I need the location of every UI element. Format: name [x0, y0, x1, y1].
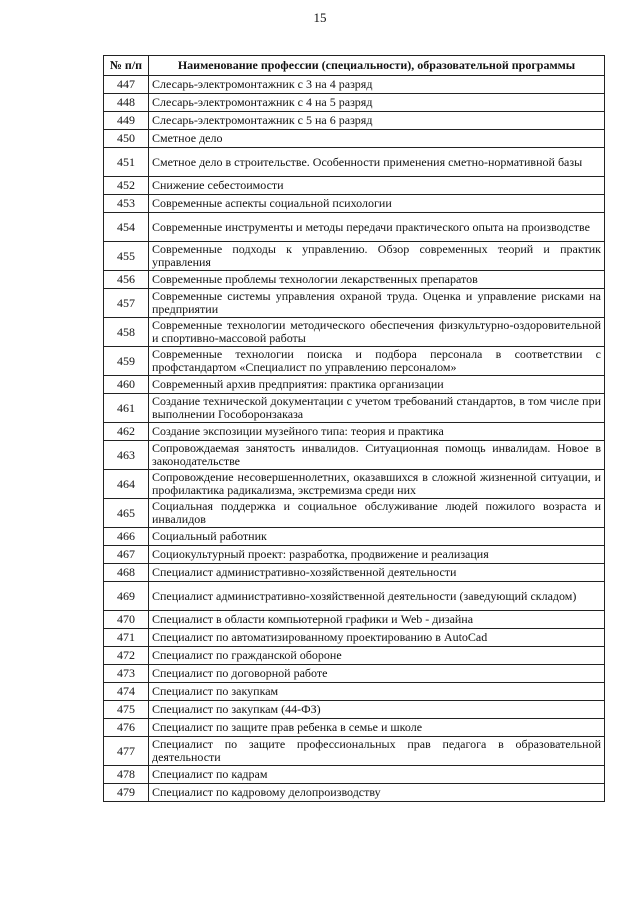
table-row [104, 665, 605, 683]
table-row [104, 784, 605, 802]
row-number: 479 [104, 784, 149, 802]
row-number: 456 [104, 271, 149, 289]
table-row [104, 629, 605, 647]
table-row [104, 683, 605, 701]
row-number: 448 [104, 94, 149, 112]
row-program-name: Специалист по защите профессиональных прав педагога в образовательной деятельности [149, 737, 605, 766]
row-program-name: Специалист по договорной работе [149, 665, 605, 683]
row-program-name: Создание технической документации с учетом требований стандартов, в том числе при выполнении Гособоронзаказа [149, 394, 605, 423]
row-number: 470 [104, 611, 149, 629]
row-number: 458 [104, 318, 149, 347]
column-header-name: Наименование профессии (специальности), образовательной программы [149, 56, 605, 76]
row-program-name: Современные инструменты и методы передачи практического опыта на производстве [149, 213, 605, 242]
row-number: 462 [104, 423, 149, 441]
table-row [104, 647, 605, 665]
table-row [104, 528, 605, 546]
table-row [104, 148, 605, 177]
row-number: 447 [104, 76, 149, 94]
table-row [104, 423, 605, 441]
row-program-name: Специалист административно-хозяйственной деятельности (заведующий складом) [149, 582, 605, 611]
column-header-num: № п/п [104, 56, 149, 76]
row-program-name: Специалист по гражданской обороне [149, 647, 605, 665]
table-row [104, 441, 605, 470]
row-program-name: Сметное дело [149, 130, 605, 148]
profession-table [103, 55, 605, 802]
table-header-row [104, 56, 605, 76]
table-row [104, 177, 605, 195]
row-number: 454 [104, 213, 149, 242]
table-row [104, 213, 605, 242]
row-program-name: Сметное дело в строительстве. Особенности применения сметно-нормативной базы [149, 148, 605, 177]
row-program-name: Социокультурный проект: разработка, продвижение и реализация [149, 546, 605, 564]
row-number: 457 [104, 289, 149, 318]
row-program-name: Специалист административно-хозяйственной деятельности [149, 564, 605, 582]
row-program-name: Снижение себестоимости [149, 177, 605, 195]
row-number: 451 [104, 148, 149, 177]
row-number: 464 [104, 470, 149, 499]
table-row [104, 499, 605, 528]
row-program-name: Слесарь-электромонтажник с 4 на 5 разряд [149, 94, 605, 112]
row-number: 471 [104, 629, 149, 647]
row-program-name: Современные проблемы технологии лекарственных препаратов [149, 271, 605, 289]
row-program-name: Современные технологии методического обеспечения физкультурно-оздоровительной и спортивно-массовой работы [149, 318, 605, 347]
row-number: 450 [104, 130, 149, 148]
table-row [104, 394, 605, 423]
table-row [104, 564, 605, 582]
row-number: 455 [104, 242, 149, 271]
table-row [104, 271, 605, 289]
row-number: 475 [104, 701, 149, 719]
row-program-name: Специалист по защите прав ребенка в семье и школе [149, 719, 605, 737]
row-program-name: Социальная поддержка и социальное обслуживание людей пожилого возраста и инвалидов [149, 499, 605, 528]
row-program-name: Специалист по кадровому делопроизводству [149, 784, 605, 802]
table-row [104, 195, 605, 213]
row-number: 473 [104, 665, 149, 683]
row-program-name: Создание экспозиции музейного типа: теория и практика [149, 423, 605, 441]
row-program-name: Специалист по закупкам [149, 683, 605, 701]
row-number: 449 [104, 112, 149, 130]
table-row [104, 376, 605, 394]
row-program-name: Современные технологии поиска и подбора персонала в соответствии с профстандартом «Специалист по управлению персоналом» [149, 347, 605, 376]
row-number: 466 [104, 528, 149, 546]
row-program-name: Специалист по закупкам (44-ФЗ) [149, 701, 605, 719]
row-number: 463 [104, 441, 149, 470]
table-row [104, 112, 605, 130]
table-row [104, 766, 605, 784]
table-row [104, 582, 605, 611]
row-number: 472 [104, 647, 149, 665]
table-row [104, 701, 605, 719]
row-number: 461 [104, 394, 149, 423]
row-number: 467 [104, 546, 149, 564]
table-row [104, 242, 605, 271]
table-row [104, 719, 605, 737]
row-program-name: Сопровождение несовершеннолетних, оказавшихся в сложной жизненной ситуации, и профилактика радикализма, экстремизма среди них [149, 470, 605, 499]
row-program-name: Специалист в области компьютерной графики и Web - дизайна [149, 611, 605, 629]
table-row [104, 130, 605, 148]
table-row [104, 76, 605, 94]
table-row [104, 737, 605, 766]
row-number: 476 [104, 719, 149, 737]
row-program-name: Современные подходы к управлению. Обзор современных теорий и практик управления [149, 242, 605, 271]
table-row [104, 347, 605, 376]
row-program-name: Социальный работник [149, 528, 605, 546]
row-number: 477 [104, 737, 149, 766]
row-program-name: Современный архив предприятия: практика организации [149, 376, 605, 394]
table-row [104, 318, 605, 347]
row-number: 460 [104, 376, 149, 394]
row-number: 469 [104, 582, 149, 611]
row-number: 478 [104, 766, 149, 784]
row-program-name: Слесарь-электромонтажник с 5 на 6 разряд [149, 112, 605, 130]
row-program-name: Специалист по автоматизированному проектированию в AutoCad [149, 629, 605, 647]
row-number: 453 [104, 195, 149, 213]
page-number: 15 [313, 10, 327, 25]
row-number: 465 [104, 499, 149, 528]
row-program-name: Современные аспекты социальной психологии [149, 195, 605, 213]
row-number: 452 [104, 177, 149, 195]
row-program-name: Сопровождаемая занятость инвалидов. Ситуационная помощь инвалидам. Новое в законодательстве [149, 441, 605, 470]
table-row [104, 546, 605, 564]
row-program-name: Слесарь-электромонтажник с 3 на 4 разряд [149, 76, 605, 94]
row-program-name: Специалист по кадрам [149, 766, 605, 784]
row-number: 459 [104, 347, 149, 376]
table-row [104, 470, 605, 499]
table-row [104, 94, 605, 112]
row-program-name: Современные системы управления охраной труда. Оценка и управление рисками на предприятии [149, 289, 605, 318]
row-number: 474 [104, 683, 149, 701]
table-row [104, 611, 605, 629]
row-number: 468 [104, 564, 149, 582]
table-row [104, 289, 605, 318]
